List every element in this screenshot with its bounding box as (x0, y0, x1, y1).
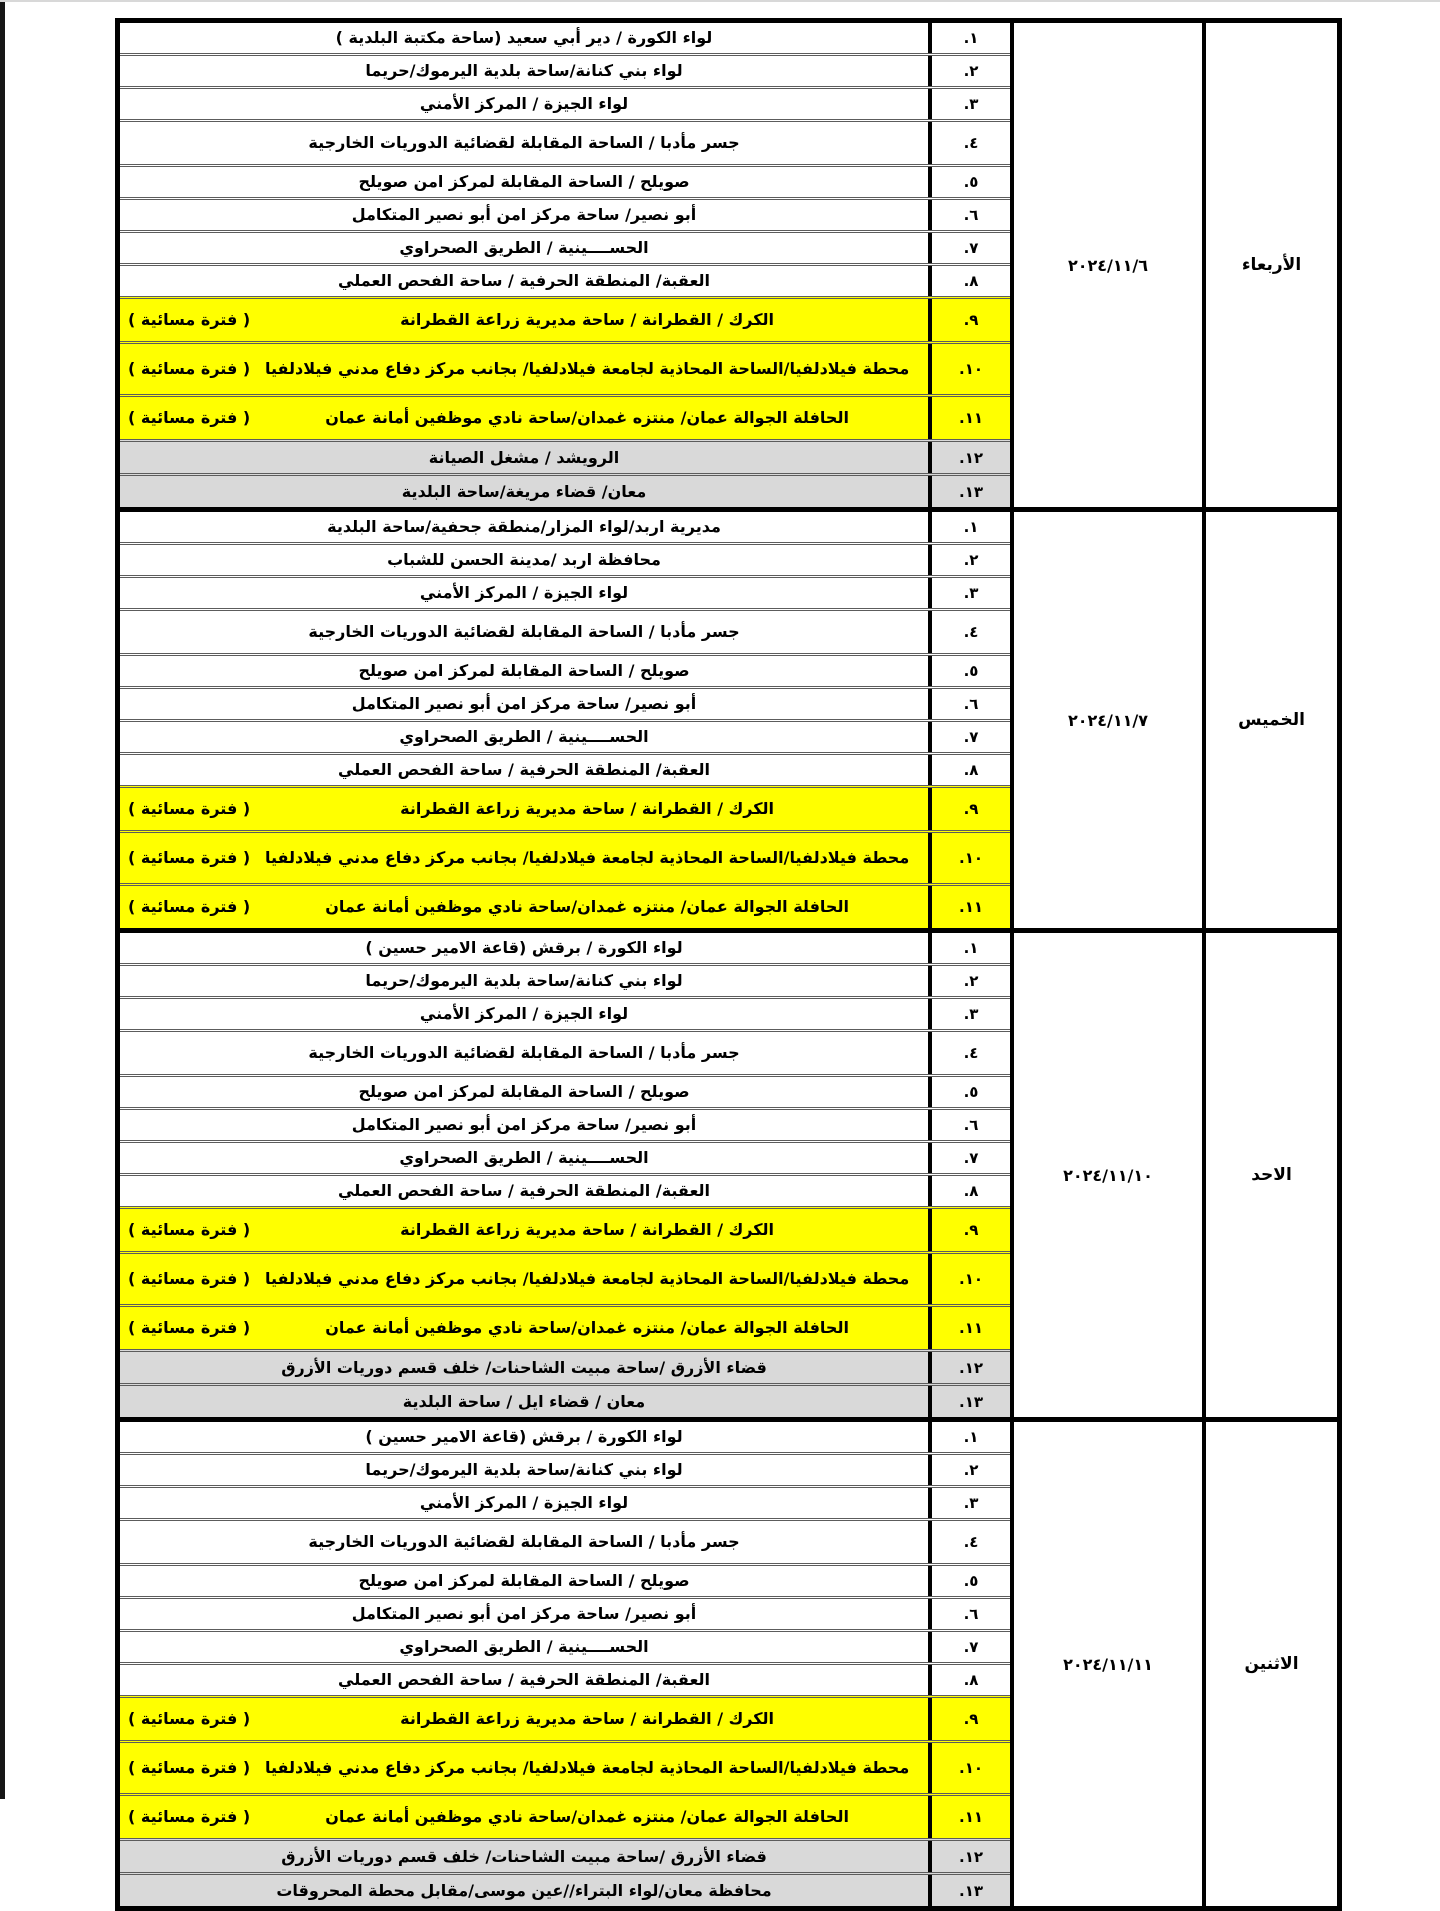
location-text: العقبة/ المنطقة الحرفية / ساحة الفحص العملي (338, 1670, 710, 1689)
table-row (120, 1383, 1010, 1417)
table-row (120, 1740, 1010, 1793)
location-text: لواء الجيزة / المركز الأمني (419, 94, 629, 113)
row-number-cell: ٣. (928, 89, 1010, 119)
location-cell (120, 1254, 928, 1304)
table-row (120, 653, 1010, 686)
row-number-cell: ١١. (928, 886, 1010, 928)
table-row (120, 575, 1010, 608)
location-cell (120, 56, 928, 86)
location-text: العقبة/ المنطقة الحرفية / ساحة الفحص العملي (338, 1181, 710, 1200)
day-name-cell: الاحد (1202, 933, 1337, 1417)
location-text: محافظة معان/لواء البتراء//عين موسى/مقابل محطة المحروقات (276, 1880, 772, 1900)
location-cell (120, 1110, 928, 1140)
table-row (120, 1793, 1010, 1838)
location-text: العقبة/ المنطقة الحرفية / ساحة الفحص العملي (338, 760, 710, 779)
location-text: الكرك / القطرانة / ساحة مديرية زراعة القطرانة (400, 1709, 775, 1728)
row-number-cell: ٢. (928, 56, 1010, 86)
location-cell (120, 299, 928, 341)
location-text: محطة فيلادلفيا/الساحة المحاذية لجامعة فيلادلفيا/ بجانب مركز دفاع مدني فيلادلفيا (264, 848, 910, 867)
location-text: لواء الجيزة / المركز الأمني (419, 583, 629, 602)
location-cell (120, 689, 928, 719)
row-number-cell: ١٠. (928, 1254, 1010, 1304)
rows-column (120, 23, 1010, 507)
location-cell (120, 833, 928, 883)
location-text: الحافلة الجوالة عمان/ منتزه غمدان/ساحة نادي موظفين أمانة عمان (325, 1318, 849, 1337)
location-cell (120, 344, 928, 394)
location-cell (120, 1307, 928, 1349)
location-cell (120, 476, 928, 507)
location-text: جسر مأدبا / الساحة المقابلة لقضائية الدوريات الخارجية (308, 1043, 740, 1062)
location-text: أبو نصير/ ساحة مركز امن أبو نصير المتكامل (351, 694, 697, 713)
row-number-cell: ٦. (928, 689, 1010, 719)
location-text: لواء بني كنانة/ساحة بلدية اليرموك/حريما (365, 971, 683, 990)
location-text: أبو نصير/ ساحة مركز امن أبو نصير المتكامل (351, 205, 697, 224)
row-number-cell: ٨. (928, 1665, 1010, 1695)
location-text: لواء الكورة / برقش (قاعة الامير حسين ) (365, 938, 683, 957)
location-text: محافظة اربد /مدينة الحسن للشباب (387, 550, 661, 569)
location-text: لواء الكورة / دير أبي سعيد (ساحة مكتبة البلدية ) (335, 28, 713, 47)
location-cell (120, 397, 928, 439)
row-number-cell: ١٢. (928, 1841, 1010, 1872)
location-text: مديرية اربد/لواء المزار/منطقة جحفية/ساحة البلدية (327, 517, 721, 536)
row-number-cell: ٧. (928, 722, 1010, 752)
row-number-cell: ٨. (928, 755, 1010, 785)
location-cell (120, 1698, 928, 1740)
location-text: الحافلة الجوالة عمان/ منتزه غمدان/ساحة نادي موظفين أمانة عمان (325, 897, 849, 916)
location-cell (120, 442, 928, 473)
location-cell (120, 1032, 928, 1074)
evening-period-note: ( فترة مسائية ) (128, 1318, 251, 1337)
location-cell (120, 200, 928, 230)
location-text: لواء الكورة / برقش (قاعة الامير حسين ) (365, 1427, 683, 1446)
location-cell (120, 1599, 928, 1629)
evening-period-note: ( فترة مسائية ) (128, 310, 251, 329)
table-row (120, 785, 1010, 830)
row-number-cell: ١. (928, 933, 1010, 963)
table-row (120, 963, 1010, 996)
day-name-cell: الأربعاء (1202, 23, 1337, 507)
location-cell (120, 1209, 928, 1251)
day-block (120, 928, 1337, 1417)
row-number-cell: ٩. (928, 1209, 1010, 1251)
location-text: أبو نصير/ ساحة مركز امن أبو نصير المتكامل (351, 1604, 697, 1623)
day-name-cell: الاثنين (1202, 1422, 1337, 1906)
location-text: الكرك / القطرانة / ساحة مديرية زراعة القطرانة (400, 799, 775, 818)
location-text: الكرك / القطرانة / ساحة مديرية زراعة القطرانة (400, 1220, 775, 1239)
evening-period-note: ( فترة مسائية ) (128, 799, 251, 818)
location-cell (120, 1352, 928, 1383)
row-number-cell: ٨. (928, 266, 1010, 296)
row-number-cell: ٩. (928, 1698, 1010, 1740)
row-number-cell: ٩. (928, 299, 1010, 341)
table-row (120, 86, 1010, 119)
evening-period-note: ( فترة مسائية ) (128, 359, 251, 378)
row-number-cell: ١٢. (928, 1352, 1010, 1383)
table-row (120, 608, 1010, 653)
row-number-cell: ٣. (928, 999, 1010, 1029)
table-row (120, 1029, 1010, 1074)
table-row (120, 1563, 1010, 1596)
table-row (120, 263, 1010, 296)
row-number-cell: ٤. (928, 611, 1010, 653)
table-row (120, 1695, 1010, 1740)
table-row (120, 1173, 1010, 1206)
table-row (120, 439, 1010, 473)
location-cell (120, 23, 928, 53)
row-number-cell: ١. (928, 1422, 1010, 1452)
location-text: صويلح / الساحة المقابلة لمركز امن صويلح (358, 172, 690, 191)
location-text: لواء بني كنانة/ساحة بلدية اليرموك/حريما (365, 1460, 683, 1479)
day-name-cell: الخميس (1202, 512, 1337, 928)
row-number-cell: ٦. (928, 1599, 1010, 1629)
location-text: جسر مأدبا / الساحة المقابلة لقضائية الدوريات الخارجية (308, 133, 740, 152)
location-cell (120, 1422, 928, 1452)
location-text: جسر مأدبا / الساحة المقابلة لقضائية الدوريات الخارجية (308, 622, 740, 641)
location-cell (120, 886, 928, 928)
location-cell (120, 578, 928, 608)
location-text: محطة فيلادلفيا/الساحة المحاذية لجامعة فيلادلفيا/ بجانب مركز دفاع مدني فيلادلفيا (264, 359, 910, 378)
location-cell (120, 89, 928, 119)
location-cell (120, 1521, 928, 1563)
row-number-cell: ١٠. (928, 344, 1010, 394)
table-row (120, 1629, 1010, 1662)
location-cell (120, 1796, 928, 1838)
evening-period-note: ( فترة مسائية ) (128, 1709, 251, 1728)
location-text: الحســــينية / الطريق الصحراوي (399, 1637, 649, 1656)
evening-period-note: ( فترة مسائية ) (128, 1269, 251, 1288)
date-cell: ٢٠٢٤/١١/١٠ (1010, 933, 1202, 1417)
location-text: لواء الجيزة / المركز الأمني (419, 1493, 629, 1512)
location-cell (120, 1455, 928, 1485)
row-number-cell: ١١. (928, 397, 1010, 439)
table-row (120, 164, 1010, 197)
row-number-cell: ٤. (928, 1032, 1010, 1074)
location-cell (120, 122, 928, 164)
table-row (120, 512, 1010, 542)
row-number-cell: ٤. (928, 122, 1010, 164)
table-row (120, 23, 1010, 53)
row-number-cell: ٧. (928, 1632, 1010, 1662)
evening-period-note: ( فترة مسائية ) (128, 408, 251, 427)
location-cell (120, 933, 928, 963)
location-cell (120, 966, 928, 996)
location-text: قضاء الأزرق /ساحة مبيت الشاحنات/ خلف قسم دوريات الأزرق (281, 1357, 767, 1377)
row-number-cell: ٦. (928, 1110, 1010, 1140)
location-text: محطة فيلادلفيا/الساحة المحاذية لجامعة فيلادلفيا/ بجانب مركز دفاع مدني فيلادلفيا (264, 1269, 910, 1288)
location-cell (120, 1488, 928, 1518)
location-cell (120, 545, 928, 575)
table-row (120, 1140, 1010, 1173)
location-text: الحســــينية / الطريق الصحراوي (399, 727, 649, 746)
location-text: لواء الجيزة / المركز الأمني (419, 1004, 629, 1023)
table-row (120, 1422, 1010, 1452)
location-cell (120, 611, 928, 653)
evening-period-note: ( فترة مسائية ) (128, 1220, 251, 1239)
evening-period-note: ( فترة مسائية ) (128, 1758, 251, 1777)
row-number-cell: ٧. (928, 233, 1010, 263)
location-text: صويلح / الساحة المقابلة لمركز امن صويلح (358, 661, 690, 680)
location-text: الحافلة الجوالة عمان/ منتزه غمدان/ساحة نادي موظفين أمانة عمان (325, 408, 849, 427)
row-number-cell: ١٣. (928, 1875, 1010, 1906)
location-text: محطة فيلادلفيا/الساحة المحاذية لجامعة فيلادلفيا/ بجانب مركز دفاع مدني فيلادلفيا (264, 1758, 910, 1777)
date-cell: ٢٠٢٤/١١/٦ (1010, 23, 1202, 507)
table-row (120, 542, 1010, 575)
location-text: الرويشد / مشغل الصيانة (428, 447, 620, 467)
row-number-cell: ١١. (928, 1307, 1010, 1349)
location-text: معان/ قضاء مريغة/ساحة البلدية (401, 481, 647, 501)
table-row (120, 686, 1010, 719)
table-row (120, 830, 1010, 883)
date-cell: ٢٠٢٤/١١/١١ (1010, 1422, 1202, 1906)
location-text: لواء بني كنانة/ساحة بلدية اليرموك/حريما (365, 61, 683, 80)
table-row (120, 883, 1010, 928)
table-row (120, 473, 1010, 507)
schedule-table (115, 18, 1342, 1911)
table-row (120, 719, 1010, 752)
row-number-cell: ٤. (928, 1521, 1010, 1563)
table-row (120, 1662, 1010, 1695)
evening-period-note: ( فترة مسائية ) (128, 1807, 251, 1826)
row-number-cell: ٨. (928, 1176, 1010, 1206)
row-number-cell: ٢. (928, 545, 1010, 575)
table-row (120, 752, 1010, 785)
table-row (120, 1074, 1010, 1107)
row-number-cell: ٣. (928, 1488, 1010, 1518)
row-number-cell: ٥. (928, 1566, 1010, 1596)
location-cell (120, 1077, 928, 1107)
location-cell (120, 1632, 928, 1662)
rows-column (120, 1422, 1010, 1906)
page-left-edge (0, 0, 5, 1799)
location-cell (120, 1875, 928, 1906)
location-text: جسر مأدبا / الساحة المقابلة لقضائية الدوريات الخارجية (308, 1532, 740, 1551)
day-block (120, 23, 1337, 507)
evening-period-note: ( فترة مسائية ) (128, 848, 251, 867)
date-cell: ٢٠٢٤/١١/٧ (1010, 512, 1202, 928)
location-cell (120, 1566, 928, 1596)
location-cell (120, 1143, 928, 1173)
location-cell (120, 1386, 928, 1417)
location-cell (120, 656, 928, 686)
row-number-cell: ٧. (928, 1143, 1010, 1173)
location-text: أبو نصير/ ساحة مركز امن أبو نصير المتكامل (351, 1115, 697, 1134)
table-row (120, 1872, 1010, 1906)
row-number-cell: ٥. (928, 656, 1010, 686)
row-number-cell: ١٢. (928, 442, 1010, 473)
table-row (120, 1349, 1010, 1383)
row-number-cell: ١. (928, 512, 1010, 542)
location-text: الحســــينية / الطريق الصحراوي (399, 1148, 649, 1167)
row-number-cell: ٢. (928, 1455, 1010, 1485)
page-top-edge (0, 0, 1440, 2)
location-cell (120, 1841, 928, 1872)
location-text: الكرك / القطرانة / ساحة مديرية زراعة القطرانة (400, 310, 775, 329)
day-block (120, 507, 1337, 928)
table-row (120, 933, 1010, 963)
location-cell (120, 722, 928, 752)
location-text: معان / قضاء ايل / ساحة البلدية (402, 1391, 646, 1411)
row-number-cell: ١٣. (928, 1386, 1010, 1417)
table-row (120, 296, 1010, 341)
row-number-cell: ١. (928, 23, 1010, 53)
row-number-cell: ٣. (928, 578, 1010, 608)
location-text: قضاء الأزرق /ساحة مبيت الشاحنات/ خلف قسم دوريات الأزرق (281, 1846, 767, 1866)
day-block (120, 1417, 1337, 1906)
row-number-cell: ٥. (928, 167, 1010, 197)
table-row (120, 197, 1010, 230)
table-row (120, 230, 1010, 263)
table-row (120, 1107, 1010, 1140)
row-number-cell: ٩. (928, 788, 1010, 830)
location-cell (120, 999, 928, 1029)
table-row (120, 1518, 1010, 1563)
location-cell (120, 1665, 928, 1695)
location-text: الحســــينية / الطريق الصحراوي (399, 238, 649, 257)
table-row (120, 341, 1010, 394)
table-row (120, 996, 1010, 1029)
rows-column (120, 512, 1010, 928)
evening-period-note: ( فترة مسائية ) (128, 897, 251, 916)
table-row (120, 53, 1010, 86)
location-text: صويلح / الساحة المقابلة لمركز امن صويلح (358, 1571, 690, 1590)
location-text: صويلح / الساحة المقابلة لمركز امن صويلح (358, 1082, 690, 1101)
table-row (120, 394, 1010, 439)
location-text: الحافلة الجوالة عمان/ منتزه غمدان/ساحة نادي موظفين أمانة عمان (325, 1807, 849, 1826)
row-number-cell: ١١. (928, 1796, 1010, 1838)
location-cell (120, 233, 928, 263)
location-text: العقبة/ المنطقة الحرفية / ساحة الفحص العملي (338, 271, 710, 290)
location-cell (120, 266, 928, 296)
row-number-cell: ٢. (928, 966, 1010, 996)
location-cell (120, 512, 928, 542)
table-row (120, 1251, 1010, 1304)
row-number-cell: ١٣. (928, 476, 1010, 507)
table-row (120, 1596, 1010, 1629)
location-cell (120, 167, 928, 197)
location-cell (120, 1176, 928, 1206)
table-row (120, 1304, 1010, 1349)
table-row (120, 1206, 1010, 1251)
rows-column (120, 933, 1010, 1417)
row-number-cell: ٦. (928, 200, 1010, 230)
table-row (120, 1485, 1010, 1518)
table-row (120, 1452, 1010, 1485)
location-cell (120, 755, 928, 785)
table-row (120, 1838, 1010, 1872)
row-number-cell: ١٠. (928, 833, 1010, 883)
row-number-cell: ١٠. (928, 1743, 1010, 1793)
table-row (120, 119, 1010, 164)
location-cell (120, 1743, 928, 1793)
row-number-cell: ٥. (928, 1077, 1010, 1107)
location-cell (120, 788, 928, 830)
